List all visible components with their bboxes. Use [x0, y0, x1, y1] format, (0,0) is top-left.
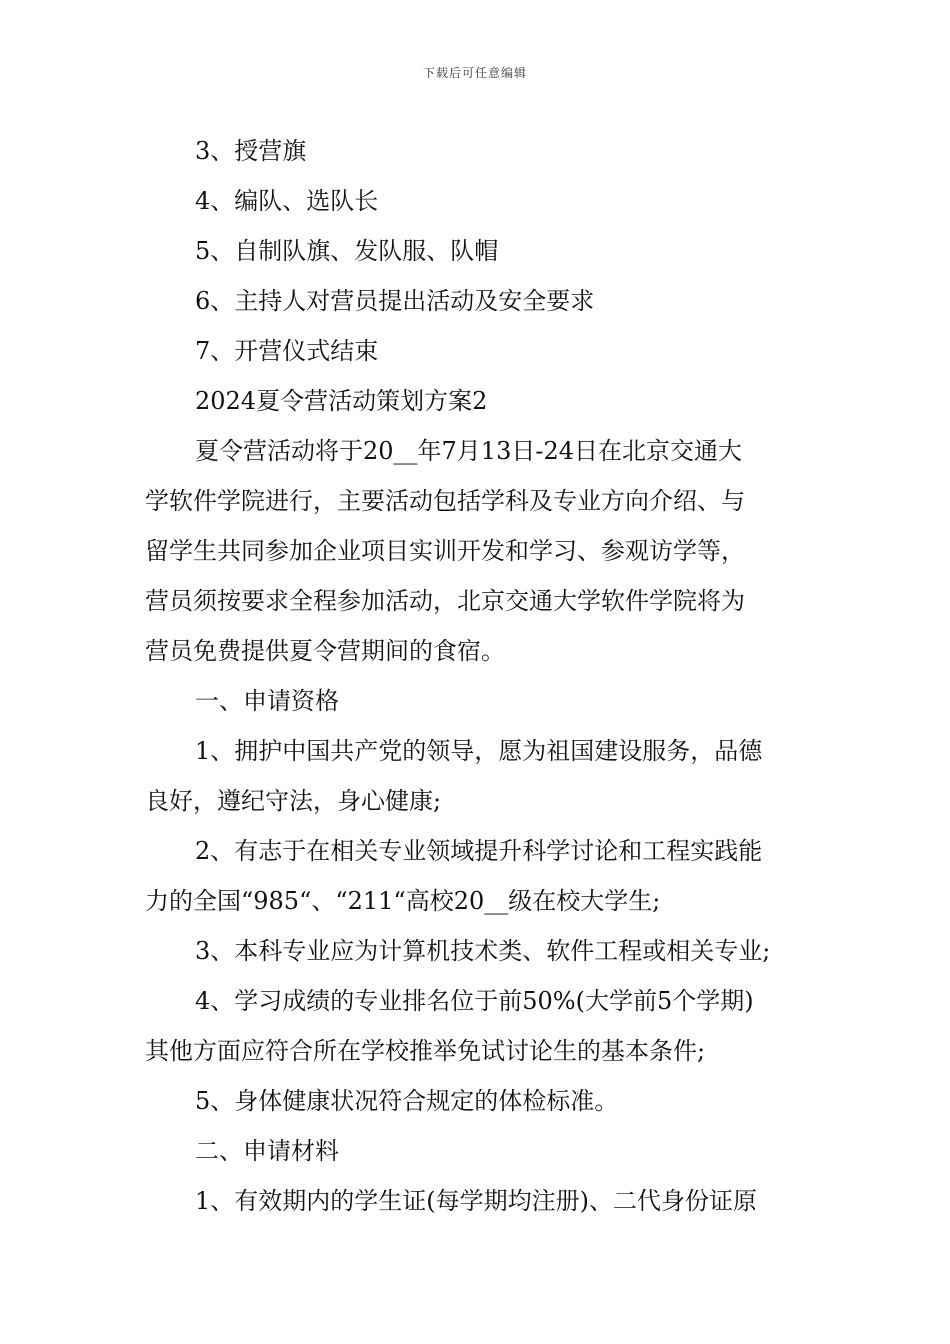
page-header: 下载后可任意编辑	[422, 66, 527, 80]
heading-eligibility: 一、申请资格	[195, 687, 339, 715]
paragraph-line: 其他方面应符合所在学校推举免试讨论生的基本条件;	[145, 1037, 706, 1065]
paragraph-line: 4、学习成绩的专业排名位于前50%(大学前5个学期)	[195, 987, 754, 1015]
paragraph-line: 留学生共同参加企业项目实训开发和学习、参观访学等，	[145, 537, 745, 565]
paragraph-line: 夏令营活动将于20__年7月13日-24日在北京交通大	[195, 437, 742, 465]
paragraph-line: 营员免费提供夏令营期间的食宿。	[145, 637, 505, 665]
paragraph-line: 2、有志于在相关专业领域提升科学讨论和工程实践能	[195, 837, 763, 865]
paragraph-line: 3、本科专业应为计算机技术类、软件工程或相关专业;	[195, 937, 771, 965]
heading-application-materials: 二、申请材料	[195, 1137, 339, 1165]
section-title: 2024夏令营活动策划方案2	[195, 387, 488, 415]
paragraph-line: 力的全国“985“、“211“高校20__级在校大学生;	[145, 887, 661, 915]
paragraph-line: 1、有效期内的学生证(每学期均注册)、二代身份证原	[195, 1187, 757, 1215]
document-body	[145, 126, 810, 1226]
paragraph-line: 1、拥护中国共产党的领导，愿为祖国建设服务，品德	[195, 737, 763, 765]
list-item-form-teams: 4、编队、选队长	[195, 187, 379, 215]
paragraph-line: 学软件学院进行，主要活动包括学科及专业方向介绍、与	[145, 487, 745, 515]
paragraph-line: 5、身体健康状况符合规定的体检标准。	[195, 1087, 619, 1115]
list-item-safety-requirements: 6、主持人对营员提出活动及安全要求	[195, 287, 595, 315]
list-item-team-flag-uniform: 5、自制队旗、发队服、队帽	[195, 237, 499, 265]
paragraph-line: 营员须按要求全程参加活动，北京交通大学软件学院将为	[145, 587, 745, 615]
list-item-ceremony-end: 7、开营仪式结束	[195, 337, 379, 365]
list-item-award-flag: 3、授营旗	[195, 137, 307, 165]
paragraph-line: 良好，遵纪守法，身心健康;	[145, 787, 442, 815]
